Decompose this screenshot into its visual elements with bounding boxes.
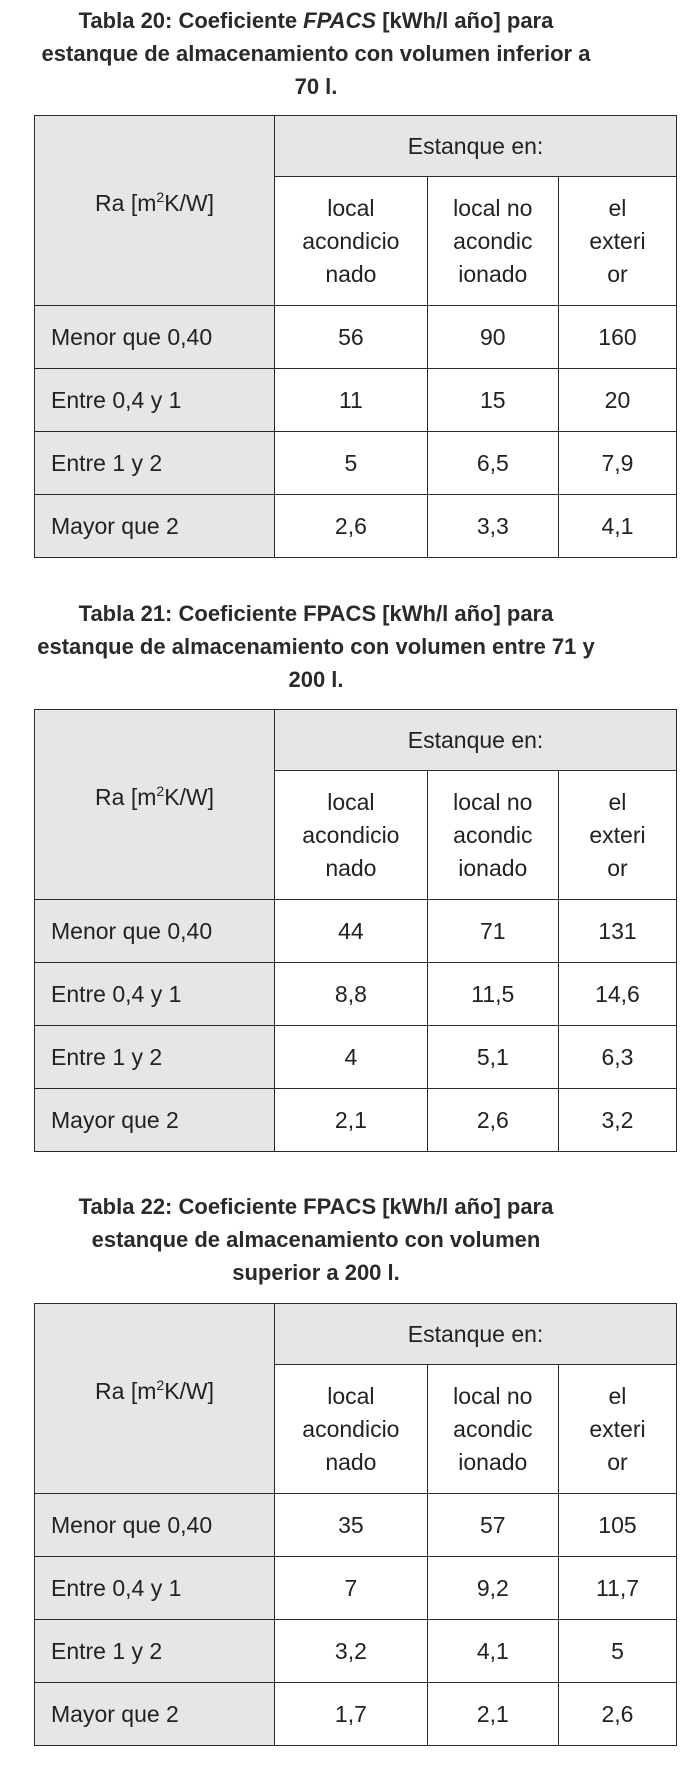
table-cell: 4,1 (427, 1620, 558, 1683)
table-cell: 5 (275, 432, 428, 495)
row-label: Entre 0,4 y 1 (35, 963, 275, 1026)
row-label: Mayor que 2 (35, 495, 275, 558)
caption-line-3: 70 l. (294, 74, 338, 99)
column-header-local-acondicionado: local acondicio nado (275, 177, 428, 306)
row-label: Mayor que 2 (35, 1089, 275, 1152)
table-row (35, 1683, 677, 1746)
table-cell: 5 (558, 1620, 676, 1683)
table-cell: 2,6 (558, 1683, 676, 1746)
table-cell: 4,1 (558, 495, 676, 558)
table-row (35, 432, 677, 495)
table-22-caption (0, 1190, 632, 1289)
row-label: Entre 0,4 y 1 (35, 1557, 275, 1620)
ra-header: Ra $[m^2K/W]$ (35, 1304, 275, 1494)
table-cell: 35 (275, 1494, 428, 1557)
group-header: Estanque en: (275, 1304, 677, 1365)
column-header-local-no-acondicionado: local no acondic ionado (427, 771, 558, 900)
table-20-caption (0, 4, 632, 103)
column-header-exterior: el exteri or (558, 771, 676, 900)
table-20 (34, 115, 677, 558)
table-cell: 44 (275, 900, 428, 963)
column-header-local-no-acondicionado: local no acondic ionado (427, 1365, 558, 1494)
table-cell: 71 (427, 900, 558, 963)
table-cell: 8,8 (275, 963, 428, 1026)
column-header-exterior: el exteri or (558, 1365, 676, 1494)
ra-header: Ra $[m^2K/W]$ (35, 116, 275, 306)
table-cell: 11,7 (558, 1557, 676, 1620)
table-cell: 2,1 (427, 1683, 558, 1746)
caption-line-3: 200 l. (288, 667, 344, 692)
table-cell: 9,2 (427, 1557, 558, 1620)
table-cell: 7,9 (558, 432, 676, 495)
table-row (35, 963, 677, 1026)
table-cell: 90 (427, 306, 558, 369)
table-row (35, 1557, 677, 1620)
caption-line-1: Tabla 20: Coeficiente FPACS [kWh/l año] para (78, 8, 554, 33)
table-cell: 11,5 (427, 963, 558, 1026)
table-row (35, 306, 677, 369)
table-cell: 14,6 (558, 963, 676, 1026)
table-cell: 20 (558, 369, 676, 432)
table-cell: 3,3 (427, 495, 558, 558)
caption-line-2: estanque de almacenamiento con volumen inferior a (41, 41, 591, 66)
table-cell: 4 (275, 1026, 428, 1089)
table-row (35, 900, 677, 963)
ra-header: Ra $[m^2K/W]$ (35, 710, 275, 900)
table-cell: 1,7 (275, 1683, 428, 1746)
table-cell: 2,1 (275, 1089, 428, 1152)
table-row (35, 495, 677, 558)
row-label: Menor que 0,40 (35, 900, 275, 963)
table-21-caption (0, 597, 632, 696)
row-label: Entre 1 y 2 (35, 1620, 275, 1683)
table-cell: 15 (427, 369, 558, 432)
row-label: Menor que 0,40 (35, 1494, 275, 1557)
row-label: Entre 1 y 2 (35, 432, 275, 495)
caption-line-1: Tabla 21: Coeficiente FPACS [kWh/l año] para (78, 601, 554, 626)
table-cell: 3,2 (558, 1089, 676, 1152)
group-header: Estanque en: (275, 710, 677, 771)
column-header-local-no-acondicionado: local no acondic ionado (427, 177, 558, 306)
table-cell: 2,6 (275, 495, 428, 558)
table-cell: 105 (558, 1494, 676, 1557)
table-cell: 56 (275, 306, 428, 369)
table-row (35, 1620, 677, 1683)
table-cell: 6,5 (427, 432, 558, 495)
table-row (35, 1026, 677, 1089)
row-label: Entre 0,4 y 1 (35, 369, 275, 432)
table-cell: 3,2 (275, 1620, 428, 1683)
row-label: Mayor que 2 (35, 1683, 275, 1746)
table-cell: 11 (275, 369, 428, 432)
caption-line-1: Tabla 22: Coeficiente FPACS [kWh/l año] para (78, 1194, 554, 1219)
caption-line-2: estanque de almacenamiento con volumen (91, 1227, 541, 1252)
table-row (35, 1089, 677, 1152)
table-cell: 7 (275, 1557, 428, 1620)
column-header-local-acondicionado: local acondicio nado (275, 1365, 428, 1494)
table-cell: 2,6 (427, 1089, 558, 1152)
group-header: Estanque en: (275, 116, 677, 177)
row-label: Entre 1 y 2 (35, 1026, 275, 1089)
table-row (35, 1494, 677, 1557)
row-label: Menor que 0,40 (35, 306, 275, 369)
table-cell: 57 (427, 1494, 558, 1557)
table-cell: 131 (558, 900, 676, 963)
table-cell: 6,3 (558, 1026, 676, 1089)
caption-line-3: superior a 200 l. (232, 1260, 400, 1285)
table-cell: 160 (558, 306, 676, 369)
table-22 (34, 1303, 677, 1746)
table-cell: 5,1 (427, 1026, 558, 1089)
column-header-local-acondicionado: local acondicio nado (275, 771, 428, 900)
column-header-exterior: el exteri or (558, 177, 676, 306)
table-row (35, 369, 677, 432)
caption-line-2: estanque de almacenamiento con volumen entre 71 y (37, 634, 595, 659)
table-21 (34, 709, 677, 1152)
